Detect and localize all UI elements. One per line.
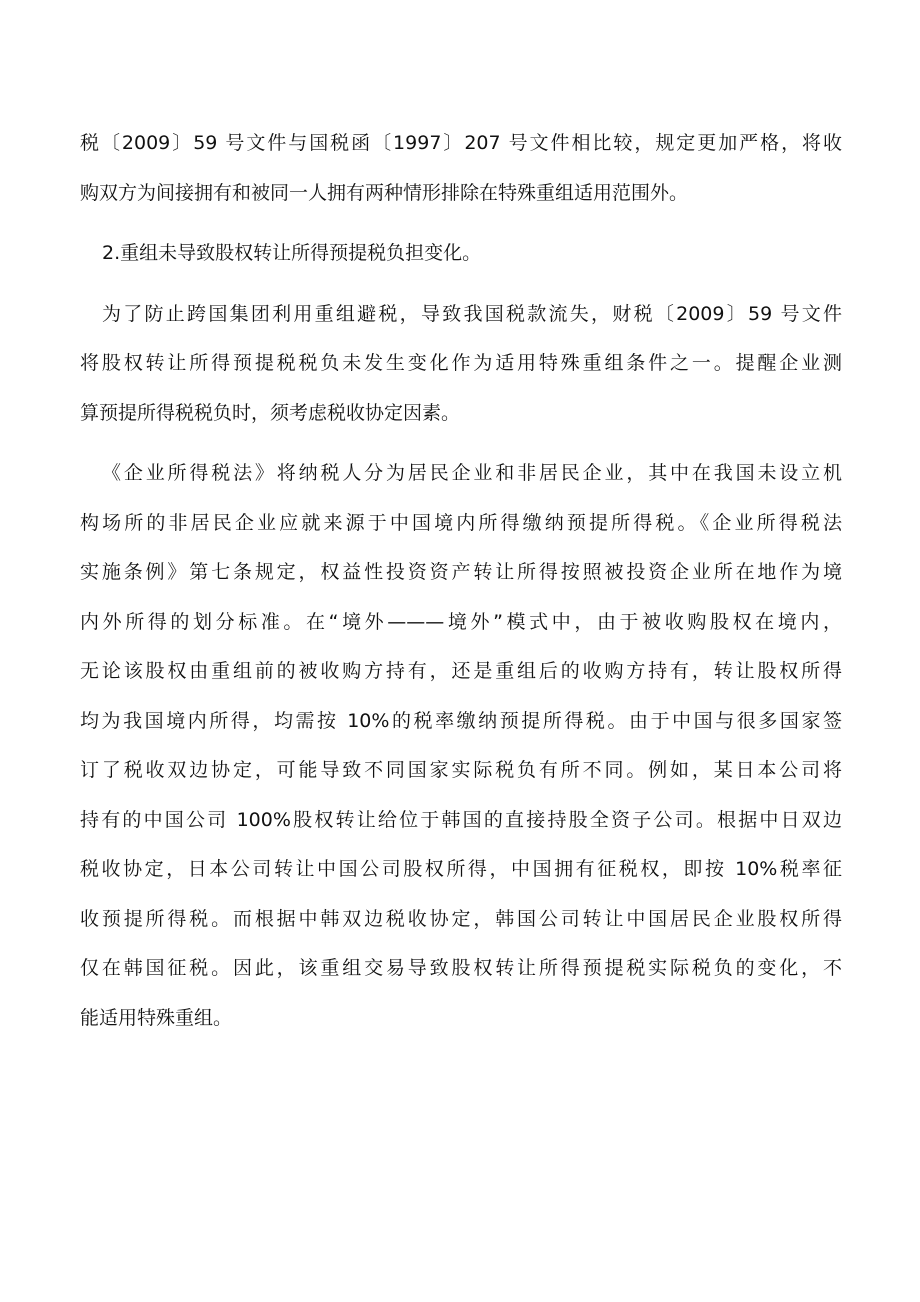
text-line: 无论该股权由重组前的被收购方持有，还是重组后的收购方持有，转让股权所得	[80, 660, 842, 682]
document-body	[80, 120, 842, 1044]
text-line: 算预提所得税税负时，须考虑税收协定因素。	[80, 401, 461, 424]
text-line: 税收协定，日本公司转让中国公司股权所得，中国拥有征税权，即按 10%税率征	[80, 858, 842, 880]
text-line: 购双方为间接拥有和被同一人拥有两种情形排除在特殊重组适用范围外。	[80, 181, 689, 204]
text-line: 税〔2009〕59 号文件与国税函〔1997〕207 号文件相比较，规定更加严格，将收	[80, 132, 842, 154]
text-line: 内外所得的划分标准。在“境外———境外”模式中，由于被收购股权在境内，	[80, 610, 842, 633]
paragraph-1	[80, 120, 842, 219]
text-line: 将股权转让所得预提税税负未发生变化作为适用特殊重组条件之一。提醒企业测	[80, 352, 842, 374]
paragraph-2	[80, 230, 842, 280]
paragraph-3	[80, 291, 842, 440]
text-line: 2.重组未导致股权转让所得预提税负担变化。	[102, 242, 482, 264]
paragraph-4	[80, 450, 842, 1044]
text-line: 均为我国境内所得，均需按 10%的税率缴纳预提所得税。由于中国与很多国家签	[80, 709, 842, 732]
text-line: 能适用特殊重组。	[80, 1006, 233, 1029]
text-line: 仅在韩国征税。因此，该重组交易导致股权转让所得预提税实际税负的变化，不	[80, 957, 842, 979]
text-line: 实施条例》第七条规定，权益性投资资产转让所得按照被投资企业所在地作为境	[80, 561, 842, 583]
text-line: 持有的中国公司 100%股权转让给位于韩国的直接持股全资子公司。根据中日双边	[80, 808, 842, 831]
text-line: 构场所的非居民企业应就来源于中国境内所得缴纳预提所得税。《企业所得税法	[80, 511, 842, 534]
text-line: 收预提所得税。而根据中韩双边税收协定，韩国公司转让中国居民企业股权所得	[80, 907, 842, 930]
text-line: 订了税收双边协定，可能导致不同国家实际税负有所不同。例如，某日本公司将	[80, 759, 842, 781]
text-line: 《企业所得税法》将纳税人分为居民企业和非居民企业，其中在我国未设立机	[102, 462, 842, 484]
text-line: 为了防止跨国集团利用重组避税，导致我国税款流失，财税〔2009〕59 号文件	[102, 302, 842, 325]
